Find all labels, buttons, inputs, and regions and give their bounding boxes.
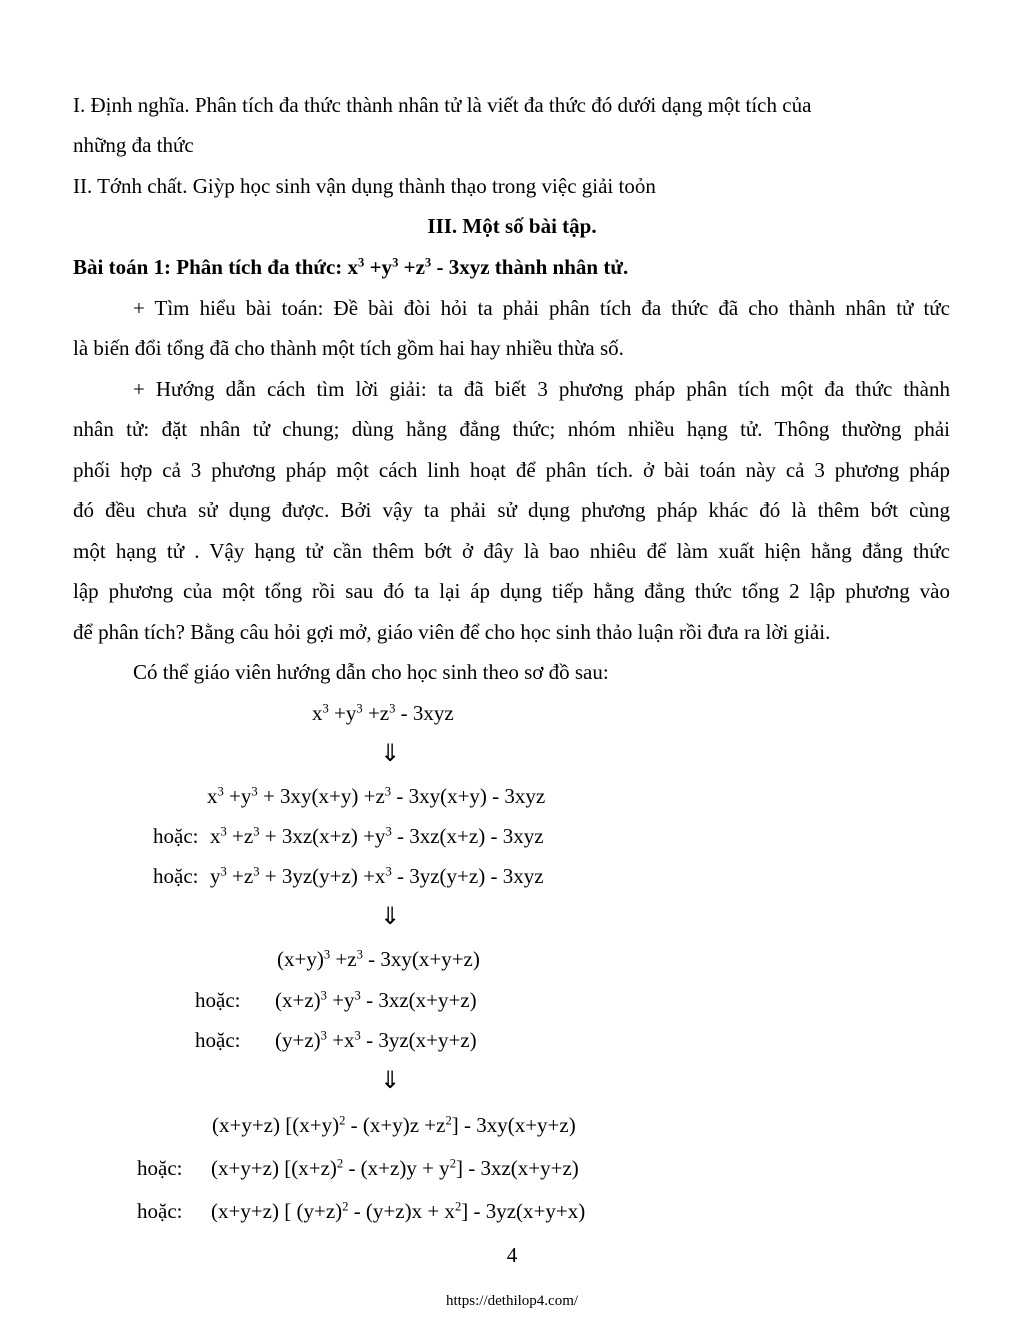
footer-url[interactable]: https://dethilop4.com/ <box>445 1293 579 1309</box>
formula-step-3b: (x+y+z) $[(x+z)^2 - (x+z)y + y^2] - 3xz(x+y+z)$ <box>211 1156 579 1180</box>
paragraph-2-line-1: + Hướng dẫn cách tìm lời giải: ta đã biết 3 phương pháp phân tích một đa thức thành <box>133 377 950 401</box>
paragraph-2-line-4: đó đều chưa sử dụng được. Bởi vậy ta phải sử dụng phương pháp khác đó là thêm bớt cùng <box>73 498 950 522</box>
paragraph-2-line-7: để phân tích? Bằng câu hỏi gợi mở, giáo viên để cho học sinh thảo luận rồi đưa ra lời giải. <box>73 620 831 644</box>
paragraph-1-line-1: + Tìm hiểu bài toán: Đề bài đòi hỏi ta phải phân tích đa thức đã cho thành nhân tử tức <box>133 296 950 320</box>
formula-step-2a: $(x+y)^3 +z^3 - 3xy(x+y+z)$ <box>277 947 480 971</box>
page-number: 4 <box>506 1243 518 1267</box>
paragraph-2-line-3: phối hợp cả 3 phương pháp một cách linh hoạt để phân tích. ở bài toán này cả 3 phương pháp <box>73 458 950 482</box>
formula-step-3c: (x+y+z) [ $(y+z)^2 - (y+z)x + x^2] - 3yz(x+y+x)$ <box>211 1199 586 1223</box>
or-label: hoặc: <box>153 824 199 848</box>
formula-step-2b: $(x+z)^3 +y^3 - 3xz(x+y+z)$ <box>275 988 477 1012</box>
or-label: hoặc: <box>195 1028 241 1052</box>
or-label: hoặc: <box>153 864 199 888</box>
problem-1-prefix: Bài toán 1: Phân tích đa thức: <box>73 255 348 279</box>
formula-step-3a: (x+y+z) $[(x+y)^2 - (x+y)z +z^2] - 3xy(x+y+z)$ <box>212 1113 576 1137</box>
paragraph-2-line-2: nhân tử: đặt nhân tử chung; dùng hằng đẳng thức; nhóm nhiều hạng tử. Thông thường phải <box>73 417 950 441</box>
or-label: hoặc: <box>195 988 241 1012</box>
problem-1-suffix: thành nhân tử. <box>494 255 629 279</box>
paragraph-2-line-5: một hạng tử . Vậy hạng tử cần thêm bớt ở đây là bao nhiêu để làm xuất hiện hằng đẳng thức <box>73 539 950 563</box>
or-label: hoặc: <box>137 1199 183 1223</box>
down-arrow-icon: ⇓ <box>380 739 401 767</box>
diagram-intro: Có thể giáo viên hướng dẫn cho học sinh theo sơ đồ sau: <box>133 660 609 684</box>
formula-start: $x^3 +y^3 +z^3 - 3xyz$ <box>312 701 454 725</box>
down-arrow-icon: ⇓ <box>380 1066 401 1094</box>
section-heading: III. Một số bài tập. <box>427 214 597 238</box>
problem-1-title: Bài toán 1: Phân tích đa thức: $x^3 +y^3 +z^3 - 3xyz$ thành nhân tử. <box>73 255 629 279</box>
formula-step-1b: $x^3 +z^3 + 3xz(x+z) +y^3 - 3xz(x+z) - 3xyz$ <box>210 824 544 848</box>
or-label: hoặc: <box>137 1156 183 1180</box>
formula-step-2c: $(y+z)^3 +x^3 - 3yz(x+y+z)$ <box>275 1028 477 1052</box>
properties-line: II. Tớnh chất. Giỳp học sinh vận dụng thành thạo trong việc giải toỏn <box>73 174 656 198</box>
formula-step-1c: $y^3 +z^3 + 3yz(y+z) +x^3 - 3yz(y+z) - 3xyz$ <box>210 864 544 888</box>
formula-step-1a: $x^3 +y^3 + 3xy(x+y) +z^3 - 3xy(x+y) - 3xyz$ <box>207 784 546 808</box>
paragraph-1-line-2: là biến đổi tổng đã cho thành một tích gồm hai hay nhiều thừa số. <box>73 336 624 360</box>
definition-line-1: I. Định nghĩa. Phân tích đa thức thành nhân tử là viết đa thức đó dưới dạng một tích của <box>73 93 812 117</box>
paragraph-2-line-6: lập phương của một tổng rồi sau đó ta lại áp dụng tiếp hằng đẳng thức tổng 2 lập phương vào <box>73 579 950 603</box>
definition-line-2: những đa thức <box>73 133 194 157</box>
down-arrow-icon: ⇓ <box>380 902 401 930</box>
